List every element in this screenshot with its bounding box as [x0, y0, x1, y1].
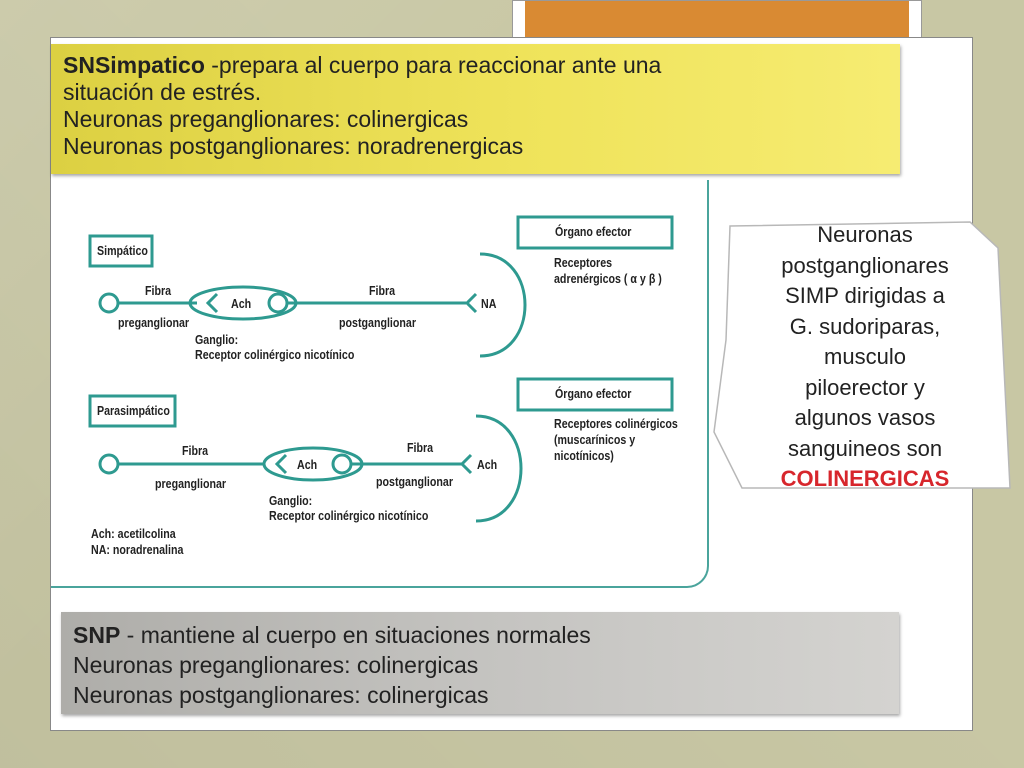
callout-line-5: musculo	[824, 344, 906, 369]
parasimpatico-terminal	[462, 455, 471, 473]
parasimpatico-fibra-pre: Fibra	[182, 443, 209, 458]
parasimpatico-ganglio-label: Ganglio:	[269, 493, 313, 508]
parasimpatico-ganglion-dendrite	[277, 455, 286, 473]
parasimpatico-soma-icon	[100, 455, 118, 473]
parasimpatico-receptors-1: Receptores colinérgicos	[554, 416, 678, 431]
simpatico-na-label: NA	[481, 296, 497, 311]
simpatico-ganglion-dendrite	[208, 294, 217, 312]
colinergicas-callout	[712, 220, 1012, 490]
parasimpatico-postganglionar: postganglionar	[376, 474, 453, 489]
sns-line-4: Neuronas postganglionares: noradrenergicas	[63, 133, 524, 159]
parasimpatico-tag: Parasimpático	[97, 403, 170, 418]
callout-emphasis: COLINERGICAS	[780, 466, 950, 491]
snp-line-2: Neuronas preganglionares: colinergicas	[73, 652, 479, 678]
parasimpatico-preganglionar: preganglionar	[155, 476, 227, 491]
parasimpatico-organ-label: Órgano efector	[555, 386, 632, 401]
simpatico-postganglionar: postganglionar	[339, 315, 416, 330]
simpatico-fibra-post: Fibra	[369, 283, 396, 298]
callout-line-4: G. sudoriparas,	[789, 313, 941, 339]
callout-text	[734, 220, 996, 490]
callout-line-2: postganglionares	[781, 252, 949, 278]
parasimpatico-ganglion-soma	[333, 455, 351, 473]
simpatico-tag: Simpático	[97, 243, 148, 258]
simpatico-receptors-2: adrenérgicos ( α y β )	[554, 271, 662, 286]
snp-line-1-text: - mantiene al cuerpo en situaciones normales	[120, 622, 591, 648]
callout-line-8: sanguineos son	[787, 435, 943, 461]
sns-title: SNSimpatico	[63, 52, 205, 78]
callout-line-1: Neuronas	[817, 222, 913, 247]
sns-line-3: Neuronas preganglionares: colinergicas	[63, 106, 469, 132]
parasimpatico-receptor-label: Receptor colinérgico nicotínico	[269, 508, 429, 523]
simpatico-soma-icon	[100, 294, 118, 312]
snp-box	[61, 612, 899, 714]
simpatico-receptor-label: Receptor colinérgico nicotínico	[195, 347, 355, 362]
simpatico-receptors-1: Receptores	[554, 255, 613, 270]
sns-line-1-text: -prepara al cuerpo para reaccionar ante una	[204, 52, 662, 78]
simpatico-ach-label: Ach	[231, 296, 252, 311]
parasimpatico-fibra-post: Fibra	[407, 440, 434, 455]
sns-line-1	[63, 52, 888, 79]
sns-line-2: situación de estrés.	[63, 79, 262, 105]
simpatico-ganglio-label: Ganglio:	[195, 332, 239, 347]
simpatico-fibra-pre: Fibra	[145, 283, 172, 298]
snp-line-1	[73, 620, 887, 650]
sns-simpatico-box	[51, 44, 900, 174]
parasimpatico-ach-label: Ach	[297, 457, 318, 472]
simpatico-ganglion-soma	[269, 294, 287, 312]
parasimpatico-receptors-3: nicotínicos)	[554, 448, 614, 463]
simpatico-preganglionar: preganglionar	[118, 315, 190, 330]
callout-line-6: piloerector y	[805, 374, 925, 400]
legend-na: NA: noradrenalina	[91, 542, 184, 557]
snp-title: SNP	[73, 622, 121, 648]
legend-ach: Ach: acetilcolina	[91, 526, 176, 541]
callout-line-3: SIMP dirigidas a	[785, 283, 945, 308]
simpatico-terminal	[467, 294, 476, 312]
simpatico-organ-label: Órgano efector	[555, 224, 632, 239]
parasimpatico-ach-effector: Ach	[477, 457, 498, 472]
parasimpatico-receptors-2: (muscarínicos y	[554, 432, 636, 447]
callout-line-7: algunos vasos	[794, 405, 936, 430]
autonomic-diagram	[51, 180, 709, 588]
snp-line-3: Neuronas postganglionares: colinergicas	[73, 682, 489, 708]
